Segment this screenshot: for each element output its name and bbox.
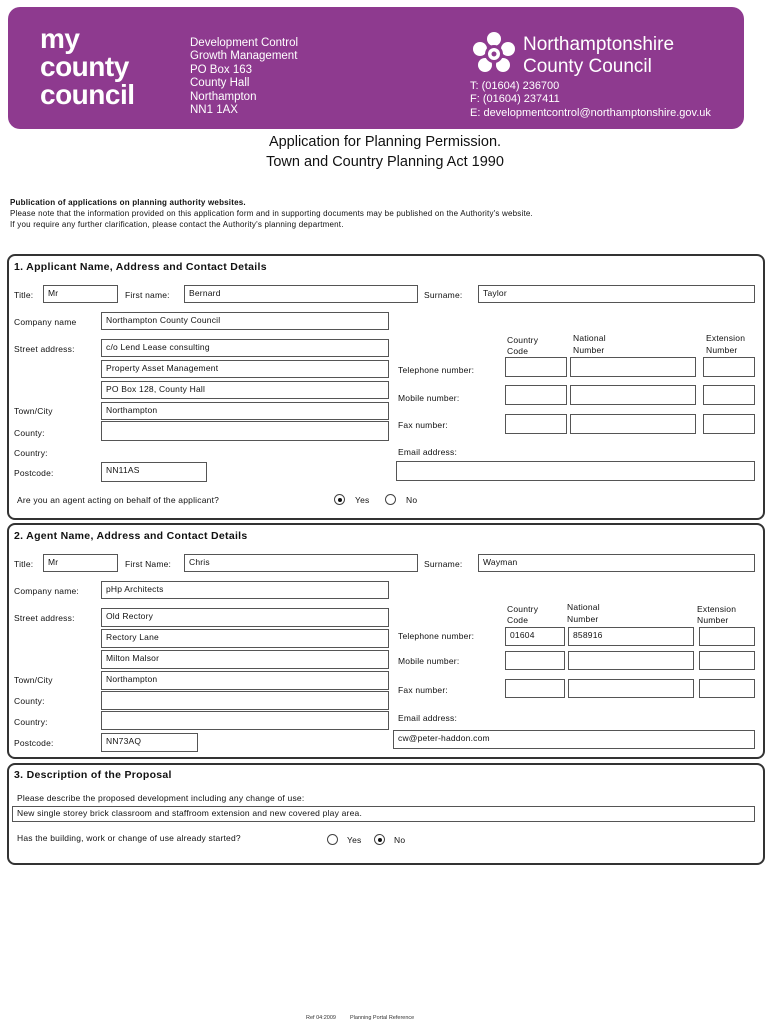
telephone-label: Telephone number: bbox=[398, 365, 475, 375]
agent-tel-extension[interactable] bbox=[699, 627, 755, 646]
address-line: Northampton bbox=[190, 90, 257, 103]
form-subtitle: Town and Country Planning Act 1990 bbox=[266, 154, 504, 170]
applicant-fax-national-number[interactable] bbox=[570, 414, 696, 434]
applicant-street-line-2[interactable]: Property Asset Management bbox=[101, 360, 389, 378]
applicant-street-line-1[interactable]: c/o Lend Lease consulting bbox=[101, 339, 389, 357]
telephone-label: Telephone number: bbox=[398, 631, 475, 641]
first-name-label: First name: bbox=[125, 290, 170, 300]
applicant-street-line-3[interactable]: PO Box 128, County Hall bbox=[101, 381, 389, 399]
applicant-tel-extension[interactable] bbox=[703, 357, 755, 377]
agent-tel-country-code[interactable]: 01604 bbox=[505, 627, 565, 646]
section-proposal-title: 3. Description of the Proposal bbox=[14, 769, 172, 781]
address-line: Development Control bbox=[190, 37, 299, 49]
mobile-label: Mobile number: bbox=[398, 656, 460, 666]
started-no-radio[interactable] bbox=[374, 834, 385, 845]
started-yes-label: Yes bbox=[347, 835, 362, 845]
agent-fax-extension[interactable] bbox=[699, 679, 755, 698]
extension-label: Extension bbox=[706, 333, 746, 343]
publication-note: Please note that the information provided on this application form and in supporting documents may be published on the Authority's website. bbox=[10, 209, 533, 218]
agent-street-line-2[interactable]: Rectory Lane bbox=[101, 629, 389, 648]
agent-tel-national-number[interactable]: 858916 bbox=[568, 627, 694, 646]
footer-portal-reference: Planning Portal Reference bbox=[350, 1015, 415, 1021]
street-label: Street address: bbox=[14, 613, 75, 623]
council-name-line: County Council bbox=[523, 56, 652, 77]
address-line: Growth Management bbox=[190, 50, 298, 63]
publication-note: If you require any further clarification, please contact the Authority's planning department. bbox=[10, 220, 344, 229]
street-label: Street address: bbox=[14, 344, 75, 354]
applicant-first-name-field[interactable]: Bernard bbox=[184, 285, 418, 303]
applicant-mobile-country-code[interactable] bbox=[505, 385, 567, 405]
agent-town-field[interactable]: Northampton bbox=[101, 671, 389, 690]
title-label: Title: bbox=[14, 559, 34, 569]
country-code-label: Code bbox=[507, 346, 529, 356]
applicant-company-field[interactable]: Northampton County Council bbox=[101, 312, 389, 330]
applicant-postcode-field[interactable]: NN11AS bbox=[101, 462, 207, 482]
rose-emblem-icon bbox=[469, 29, 519, 79]
logo-line-council: council bbox=[40, 79, 135, 110]
email-label: Email address: bbox=[398, 447, 458, 457]
fax-label: Fax number: bbox=[398, 685, 448, 695]
agent-mobile-country-code[interactable] bbox=[505, 651, 565, 670]
email-label: Email address: bbox=[398, 713, 458, 723]
county-label: County: bbox=[14, 428, 45, 438]
council-name-line: Northamptonshire bbox=[523, 34, 675, 55]
agent-no-radio[interactable] bbox=[385, 494, 396, 505]
surname-label: Surname: bbox=[424, 559, 463, 569]
agent-no-label: No bbox=[406, 495, 418, 505]
logo-line-county: county bbox=[40, 51, 129, 82]
started-question: Has the building, work or change of use already started? bbox=[17, 833, 241, 843]
country-label: Country: bbox=[14, 448, 48, 458]
agent-street-line-1[interactable]: Old Rectory bbox=[101, 608, 389, 627]
county-label: County: bbox=[14, 696, 45, 706]
proposal-prompt: Please describe the proposed development including any change of use: bbox=[17, 793, 305, 803]
postcode-label: Postcode: bbox=[14, 738, 54, 748]
company-label: Company name: bbox=[14, 586, 79, 596]
national-number-label: National bbox=[573, 333, 606, 343]
national-number-label: Number bbox=[567, 614, 599, 624]
first-name-label: First Name: bbox=[125, 559, 172, 569]
address-line: County Hall bbox=[190, 77, 250, 90]
agent-postcode-field[interactable]: NN73AQ bbox=[101, 733, 198, 752]
council-telephone: T: (01604) 236700 bbox=[470, 80, 560, 92]
section-applicant-title: 1. Applicant Name, Address and Contact Details bbox=[14, 261, 267, 273]
council-fax: F: (01604) 237411 bbox=[470, 93, 560, 106]
council-contact bbox=[470, 80, 711, 120]
applicant-title-field[interactable]: Mr bbox=[43, 285, 118, 303]
started-no-label: No bbox=[394, 835, 406, 845]
my-county-council-logo bbox=[40, 25, 160, 109]
applicant-fax-country-code[interactable] bbox=[505, 414, 567, 434]
country-label: Country: bbox=[14, 717, 48, 727]
form-title: Application for Planning Permission. bbox=[268, 134, 502, 150]
applicant-mobile-national-number[interactable] bbox=[570, 385, 696, 405]
applicant-mobile-extension[interactable] bbox=[703, 385, 755, 405]
agent-street-line-3[interactable]: Milton Malsor bbox=[101, 650, 389, 669]
publication-heading: Publication of applications on planning authority websites. bbox=[10, 198, 246, 207]
applicant-email-field[interactable] bbox=[396, 461, 755, 481]
address-line: PO Box 163 bbox=[190, 63, 253, 76]
proposal-description-field[interactable]: New single storey brick classroom and staffroom extension and new covered play area. bbox=[12, 806, 755, 822]
agent-company-field[interactable]: pHp Architects bbox=[101, 581, 389, 599]
postcode-label: Postcode: bbox=[14, 468, 54, 478]
agent-surname-field[interactable]: Wayman bbox=[478, 554, 755, 572]
agent-fax-country-code[interactable] bbox=[505, 679, 565, 698]
agent-email-field[interactable]: cw@peter-haddon.com bbox=[393, 730, 755, 749]
surname-label: Surname: bbox=[424, 290, 463, 300]
agent-mobile-national-number[interactable] bbox=[568, 651, 694, 670]
extension-label: Number bbox=[697, 615, 729, 625]
fax-label: Fax number: bbox=[398, 420, 448, 430]
agent-county-field[interactable] bbox=[101, 691, 389, 710]
applicant-town-field[interactable]: Northampton bbox=[101, 402, 389, 420]
footer-ref: Ref 04:2009 bbox=[306, 1015, 336, 1021]
council-name bbox=[523, 34, 674, 78]
agent-title-field[interactable]: Mr bbox=[43, 554, 118, 572]
address-line: NN1 1AX bbox=[190, 104, 238, 117]
town-label: Town/City bbox=[14, 675, 53, 685]
mobile-label: Mobile number: bbox=[398, 393, 460, 403]
applicant-fax-extension[interactable] bbox=[703, 414, 755, 434]
agent-mobile-extension[interactable] bbox=[699, 651, 755, 670]
agent-yes-label: Yes bbox=[355, 495, 370, 505]
town-label: Town/City bbox=[14, 406, 53, 416]
agent-first-name-field[interactable]: Chris bbox=[184, 554, 418, 572]
extension-label: Number bbox=[706, 345, 738, 355]
header-banner bbox=[8, 7, 744, 129]
company-label: Company name bbox=[14, 317, 77, 327]
logo-line-my: my bbox=[40, 23, 80, 54]
agent-country-field[interactable] bbox=[101, 711, 389, 730]
national-number-label: National bbox=[567, 602, 600, 612]
section-agent-title: 2. Agent Name, Address and Contact Details bbox=[14, 530, 248, 542]
started-yes-radio[interactable] bbox=[327, 834, 338, 845]
applicant-surname-field[interactable]: Taylor bbox=[478, 285, 755, 303]
council-email: E: developmentcontrol@northamptonshire.gov.uk bbox=[470, 106, 711, 119]
country-code-label: Code bbox=[507, 615, 529, 625]
extension-label: Extension bbox=[697, 604, 737, 614]
title-label: Title: bbox=[14, 290, 34, 300]
national-number-label: Number bbox=[573, 345, 605, 355]
country-code-label: Country bbox=[507, 335, 539, 345]
applicant-tel-national-number[interactable] bbox=[570, 357, 696, 377]
council-address bbox=[190, 37, 298, 117]
applicant-county-field[interactable] bbox=[101, 421, 389, 441]
agent-yes-radio[interactable] bbox=[334, 494, 345, 505]
country-code-label: Country bbox=[507, 604, 539, 614]
applicant-tel-country-code[interactable] bbox=[505, 357, 567, 377]
agent-question: Are you an agent acting on behalf of the applicant? bbox=[17, 495, 220, 505]
agent-fax-national-number[interactable] bbox=[568, 679, 694, 698]
